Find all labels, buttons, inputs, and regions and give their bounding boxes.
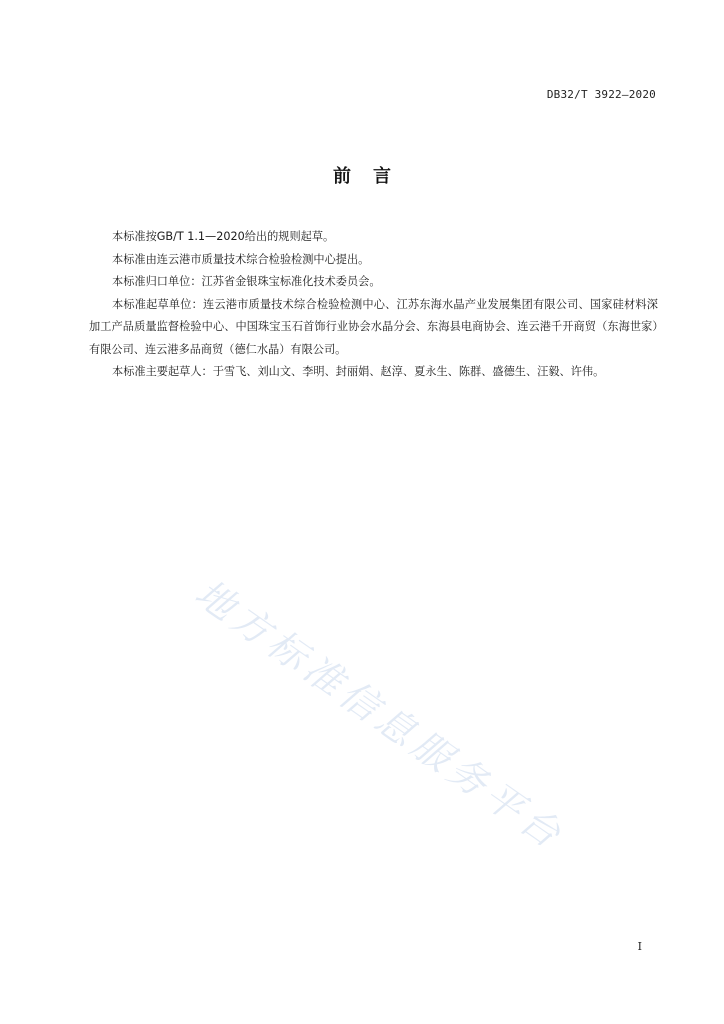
watermark: 地方标准信息服务平台	[187, 570, 573, 860]
foreword-body	[89, 226, 658, 384]
paragraph-drafting-units: 本标准起草单位：连云港市质量技术综合检验检测中心、江苏东海水晶产业发展集团有限公司、国家硅材料深加工产品质量监督检验中心、中国珠宝玉石首饰行业协会水晶分会、东海县电商协会、连云港千开商贸（东海世家）有限公司、连云港多品商贸（德仁水晶）有限公司。	[89, 297, 658, 356]
page-title: 前言	[333, 166, 413, 187]
paragraph-main-drafters: 本标准主要起草人：于雪飞、刘山文、李明、封丽娟、赵淳、夏永生、陈群、盛德生、汪毅、许伟。	[112, 365, 605, 378]
paragraph-responsible-unit: 本标准归口单位：江苏省金银珠宝标准化技术委员会。	[112, 275, 381, 288]
paragraph-drafting-rules: 本标准按GB/T 1.1—2020给出的规则起草。	[112, 230, 335, 243]
paragraph-proposer: 本标准由连云港市质量技术综合检验检测中心提出。	[112, 252, 370, 266]
page-number: I	[637, 940, 642, 953]
document-code: DB32/T 3922—2020	[546, 88, 656, 101]
